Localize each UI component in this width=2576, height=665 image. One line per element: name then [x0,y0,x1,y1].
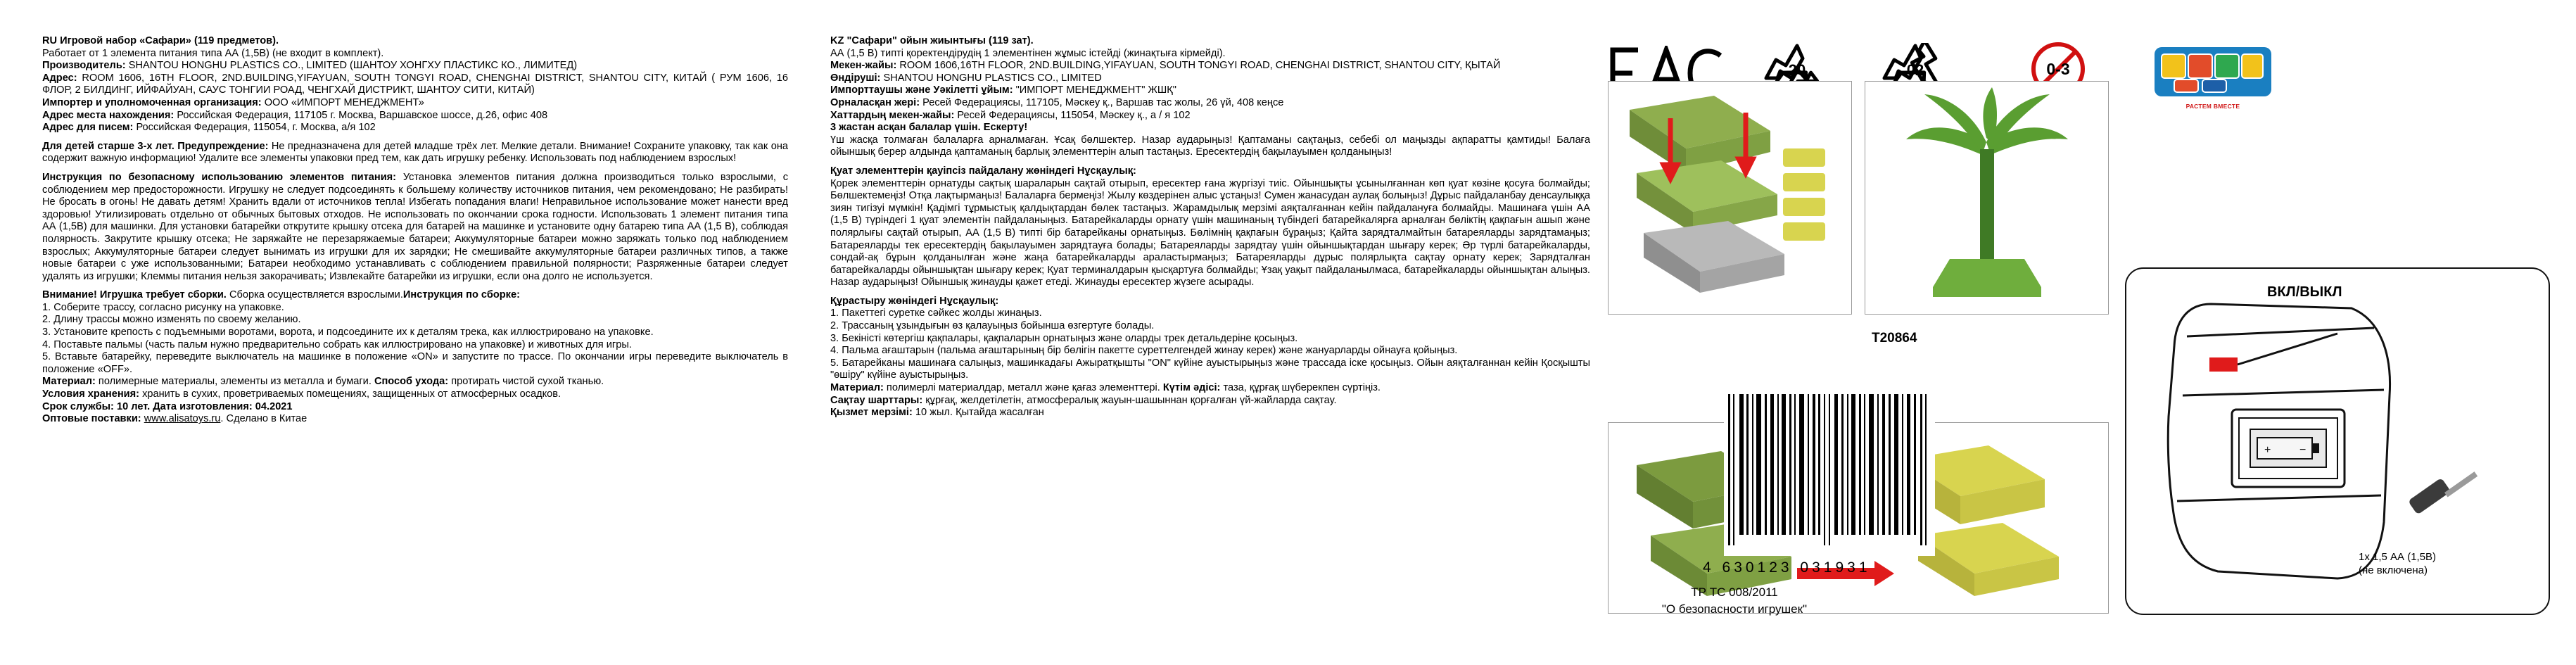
kz-line-3: Импорттаушы және Уәкілетті ұйым: "ИМПОРТ МЕНЕДЖМЕНТ" ЖШҚ" [830,84,1176,96]
barcode-digits: 4 630123 031931 [1703,559,1871,576]
ru-service-line [42,401,788,414]
kz-line-2: Өндіруші: SHANTOU HONGHU PLASTICS CO., LIMITED [830,72,1102,84]
kz-line-0: АА (1,5 В) типті қоректендірудің 1 элементінен жұмыс істейді (жинақтыға кірмейді). [830,47,1226,59]
ru-care-label: Способ ухода: [374,376,449,388]
ru-assembly-header [42,289,788,302]
kz-material-label: Материал: [830,382,884,394]
kz-line-5: Хаттардың мекен-жайы: Ресей Федерациясы, 115054, Мәскеу қ., а / я 102 [830,109,1191,121]
ru-assembly-sub: Сборка осуществляется взрослыми. [229,289,403,301]
ru-made-in: Сделано в Китае [226,413,307,425]
ru-line-4: Адрес места нахождения: Российская Федерация, 117105 г. Москва, Варшавское шоссе, д.26, офис 408 [42,109,548,121]
battery-diagram [2125,267,2550,615]
ru-assembly-step-1: 1. Соберите трассу, согласно рисунку на упаковке. [42,301,284,313]
ru-age-warning-title: Для детей старше 3-х лет. Предупреждение: [42,140,269,152]
kz-battery-instructions-title: Қуат элементтерін қауіпсіз пайдалану жөніндегі Нұсқаулық: [830,165,1136,177]
kz-assembly-step-1: 1. Пакеттегі суретке сәйкес жолды жинаңыз. [830,308,1042,319]
ru-assembly-step-2: 2. Длину трассы можно изменять по своему желанию. [42,314,301,326]
kz-age-warning-title: 3 жастан асқан балалар үшін. Ескерту! [830,122,1028,134]
ru-assembly-warning: Внимание! Игрушка требует сборки. [42,289,227,301]
kz-life-text: 10 жыл. Қытайда жасалған [915,407,1044,419]
kz-care-label: Күтім әдісі: [1162,382,1221,394]
ru-title: RU Игровой набор «Сафари» (119 предметов). [42,35,279,46]
ru-supply-line: Оптовые поставки: www.alisatoys.ru. Сделано в Китае [42,413,307,425]
ru-care-text: протирать чистой сухой тканью. [451,376,604,388]
kz-line-1: Мекен-жайы: ROOM 1606,16TH FLOOR, 2ND.BUILDING,YIFAYUAN, SOUTH TONGYI ROAD, CHENGHAI DISTRICT, SHANTOU CITY, ҚЫТАЙ [830,60,1501,72]
ru-line-3: Импортер и уполномоченная организация: ООО «ИМПОРТ МЕНЕДЖМЕНТ» [42,96,424,108]
switch-label: ВКЛ/ВЫКЛ [2267,284,2342,300]
kz-assembly-step-2: 2. Трассаның ұзындығын өз қалауыңыз бойынша өзгертуге болады. [830,320,1155,332]
ru-battery-instructions-text: Установка элементов питания должна производиться только взрослыми, с соблюдением мер предосторожности. Игрушку не следует подсоединять к большему количеству источников питания, чем рекомендовано; Не разбирать! Не бросать в огонь! Не давать детям! Хранить вдали от источников тепла! Избегать попадания влаги! Неправильное использование может нанести вред здоровью! Утилизировать отдельно от обычных бытовых отходов. Не использовать по окончании срока годности. Использовать 1 элемент питания типа АА (1,5В) для машинки. Для установки батарейки открутите крышку отсека для батарей на машинке и установите одну батарею типа АА (1,5 В), соблюдая полярность. Закрутите крышку отсека; Не заряжайте не перезаряжаемые батареи; Аккумуляторные батареи можно заряжать только под наблюдением взрослых; Аккумуляторные батареи следует вынимать из игрушки для их зарядки; Не смешивайте аккумуляторные батареи различных типов, а также новые батареи с уже использованными; Батареи необходимо устанавливать с соблюдением правильной полярности; Разряженные батареи следует удалять из игрушки; Клеммы питания нельзя закорачивать; Извлекайте батарейки из игрушки, если она долго не используется. [42,171,788,282]
ru-battery-instructions-title: Инструкция по безопасному использованию элементов питания: [42,171,397,183]
kz-service-line [830,407,1590,419]
ru-storage-label: Условия хранения: [42,388,140,400]
ru-storage-text: хранить в сухих, проветриваемых помещениях, защищенных от атмосферных осадков. [142,388,561,400]
ru-website[interactable]: www.alisatoys.ru [144,413,221,425]
kz-line-4: Орналасқан жері: Ресей Федерациясы, 117105, Мәскеу қ., Варшав тас жолы, 26 үй, 408 кеңсе [830,96,1284,108]
ru-storage-line [42,388,788,401]
ru-age-warning [42,141,788,165]
kz-assembly-step-4: 4. Пальма ағаштарын (пальма ағаштарының бір бөлігін пакетте суреттелгендей жинау керек) және жануарларды ойнауға қойыңыз. [830,345,1458,357]
ru-material-text: полимерные материалы, элементы из металла и бумаги. [98,376,372,388]
ru-line-1: Производитель: SHANTOU HONGHU PLASTICS CO., LIMITED (ШАНТОУ ХОНГХУ ПЛАСТИКС КО., ЛИМИТЕД) [42,60,578,72]
kz-assembly-step-3: 3. Бекіністі көтергіш қақпалары, қақпаларын орнатыңыз және оларды трек детальдеріне қосыңыз. [830,332,1298,344]
ru-assembly-step-5: 5. Вставьте батарейку, переведите выключатель на машинке в положение «ON» и запустите по трассе. По окончании игры переведите выключатель в положение «OFF». [42,351,788,375]
barcode [1724,394,1935,556]
kz-age-warning-text: Үш жасқа толмаған балаларға арналмаған. Ұсақ бөлшектер. Назар аударыңыз! Қаптаманы сақтаңыз, себебі ол маңызды ақпаратты қамтиды! Балаға ойыншық берер алдында қаптаманың барлық элементтерін алып тастаңыз. Ересектердің бақылауымен қолданыңыз! [830,134,1590,158]
ru-life-label: Срок службы: 10 лет. [42,400,151,412]
ru-line-2: Адрес: ROOM 1606, 16TH FLOOR, 2ND.BUILDING,YIFAYUAN, SOUTH TONGYI ROAD, CHENGHAI DISTRICT, SHANTOU CITY, КИТАЙ ( РУМ 1606, 16 ФЛОР, 2 БИЛДИНГ, ИЙФАЙУАН, САУС ТОНГИИ РОАД, ЧЕНГХАЙ ДИСТРИКТ, ШАНТОУ СИТИ, КИТАЙ) [42,72,788,96]
ru-age-warning-text: Не предназначена для детей младше трёх лет. Мелкие детали. Внимание! Сохраните упаковку, так как она содержит важную информацию! Удалите все элементы упаковки пред тем, как дать игрушку ребенку. Использовать под наблюдением взрослых! [42,140,788,165]
brand-logo [2153,46,2273,110]
battery-note-line-2: (не включена) [2359,564,2428,576]
recycle-number-pehd: 02 [1906,61,1924,79]
svg-text:+: + [2264,444,2271,456]
brand-logo-caption: РАСТЕМ ВМЕСТЕ [2185,103,2240,110]
kz-storage-label: Сақтау шарттары: [830,394,923,406]
certification-code: ТР ТС 008/2011 [1691,585,1778,599]
ru-text-column [42,35,788,426]
kz-assembly-title: Құрастыру жөніндегі Нұсқаулық: [830,295,999,307]
kz-storage-line [830,395,1590,407]
ru-supply-prefix: Оптовые поставки: [42,413,141,425]
kz-life-label: Қызмет мерзімі: [830,407,913,419]
battery-note [2359,550,2436,577]
ru-assembly-step-3: 3. Установите крепость с подъемными воротами, ворота, и подсоедините их к деталям трека, как иллюстрировано на упаковке. [42,327,654,338]
ru-assembly-step-4: 4. Поставьте пальмы (часть пальм нужно предварительно собрать как иллюстрировано на упаковке) и животных для игры. [42,338,632,350]
kz-storage-text: құрғақ, желдетілетін, атмосфералық жауын-шашыннан қорғалған үй-жайларда сақтау. [925,394,1337,406]
svg-text:0-3: 0-3 [2046,60,2070,78]
article-code: T20864 [1872,331,1917,346]
product-photo-palm [1865,81,2109,315]
battery-note-line-1: 1x 1,5 АА (1,5В) [2359,551,2437,563]
kz-care-text: таза, құрғақ шүберекпен сүртіңіз. [1223,382,1381,394]
certification-title: "О безопасности игрушек" [1661,602,1808,616]
kz-battery-instructions-text: Қорек элементтерін орнатуды сақтық шараларын сақтай отырып, ересектер ғана жүргізуі тиіс. Ойыншықты ұсынылғаннан көп қуат көзіне қосуға болмайды; Бөлшектемеңіз! Отқа лақтырмаңыз! Балаларға бермеңіз! Жылу көздерінен алыс ұстаңыз! Сумен жанасудан аулақ болыңыз! Дұрыс пайдаланбау денсаулыққа зиян тигізуі мүмкін! Қадімгі тұрмыстық қалдықтардан бөлек тастаңыз. Жарамдылық мерзімі аяқталғаннан кейін пайдалануға болмайды. Машинаға үшін АА (1,5 В) түріндегі 1 қуат элементін пайдаланыңыз. Батарейкаларды орнату үшін машинаның түбіндегі батарейкалярға арналған бөліктің қақпағын ашып және полярлығы сақтай отырып, АА (1,5 В) типті бір батарейканы орнатыңыз. Бөлімнің қақпағын бұраңыз; Қайта зарядталмайтын батареяларды зарядтамаңыз; Батареяларды тек ересектердің бақылауымен зарядтауға болады; Батареяларды зарядтау үшін ойыншықтардан шығару керек; Әр түрлі батарейкаларды, сондай-ақ бұрын қолданылған және жаңа батарейкаларды араластырмаңыз; Батареяларды дұрыс полярлықта сақтау орнату керек; Зарядталған батарейкаларды ойыншықтан шығару керек; Қуат терминалдарын қысқартуға болмайды; Ұзақ уақыт пайдаланылмаса, батарейкаларды ойыншықтан алыңыз. Назар аударыңыз! Ойыншық жинауды қажет етеді. Жинауды ересектер жүзеге асырады. [830,177,1590,289]
kz-text-column [830,35,1590,419]
ru-made-label: Дата изготовления: 04.2021 [153,400,293,412]
kz-title: KZ "Сафари" ойын жиынтығы (119 зат). [830,35,1034,46]
ru-material-line [42,376,788,388]
recycle-number-pap: 20 [1788,61,1806,79]
certification-text [1608,584,1861,618]
ru-line-5: Адрес для писем: Российская Федерация, 115054, г. Москва, а/я 102 [42,122,376,134]
kz-material-text: полимерлі материалдар, металл және қағаз элементтері. [886,382,1160,394]
svg-text:−: − [2299,444,2307,456]
ru-line-0: Работает от 1 элемента питания типа АА (1,5В) (не входит в комплект). [42,47,384,59]
kz-material-line [830,382,1590,395]
ru-assembly-title: Инструкция по сборке: [402,289,520,301]
ru-material-label: Материал: [42,376,96,388]
ru-battery-instructions [42,172,788,283]
kz-assembly-step-5: 5. Батарейканы машинаға салыңыз, машинкадағы Ажыратқышты "ON" күйіне ауыстырыңыз және трассада іске қосыңыз. Ойын аяқталғаннан кейін Қосқышты "өшіру" күйіне ауыстырыңыз. [830,357,1590,381]
product-photo-track [1608,81,1852,315]
